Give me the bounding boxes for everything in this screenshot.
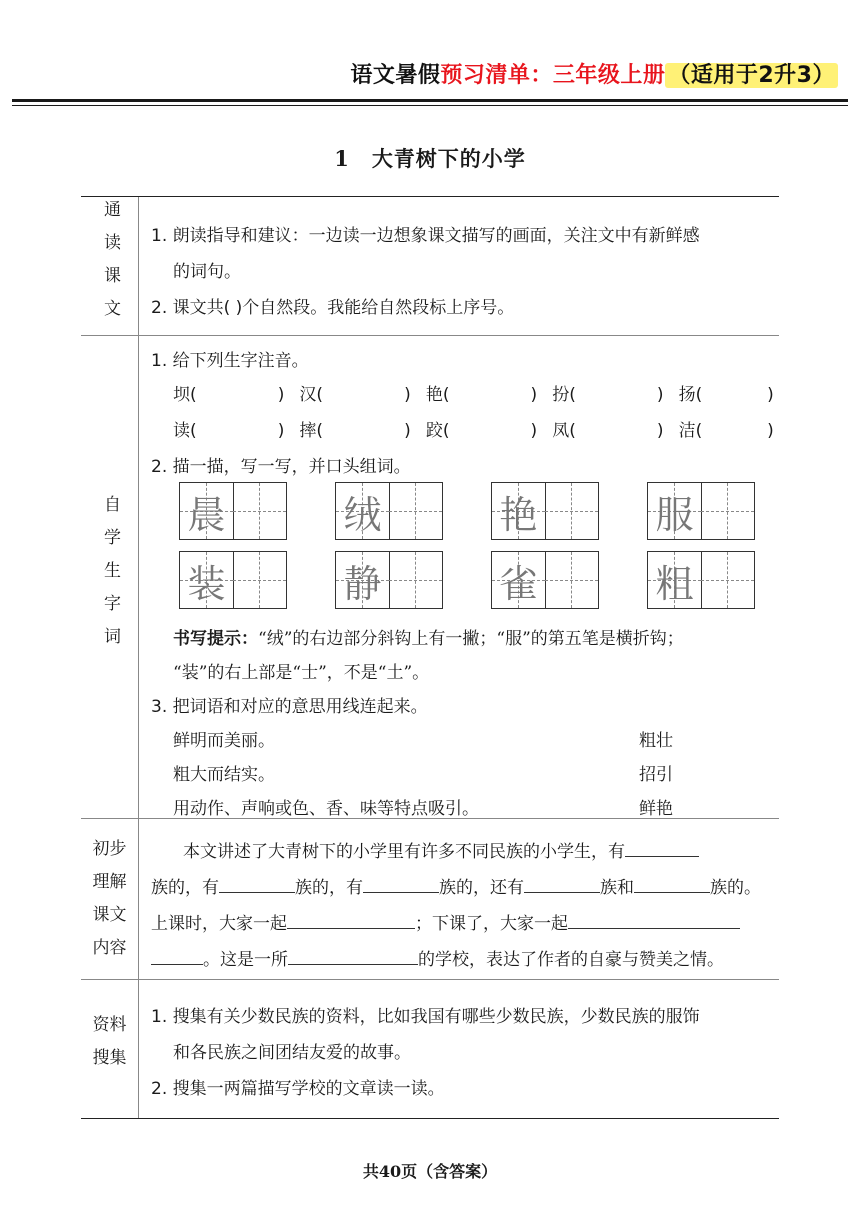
pinyin-char: 摔 <box>299 421 317 441</box>
writing-grid[interactable]: 晨 <box>179 482 287 540</box>
writing-grid[interactable]: 装 <box>179 551 287 609</box>
fill-blank[interactable] <box>151 948 203 965</box>
pinyin-char: 洁 <box>678 421 696 441</box>
section-material <box>81 979 779 1118</box>
match-left-3[interactable]: 用动作、声响或色、香、味等特点吸引。 <box>173 799 479 819</box>
self-study-q1: 1. 给下列生字注音。 <box>151 351 309 371</box>
fill-blank[interactable] <box>625 840 699 857</box>
fill-blank[interactable] <box>219 876 295 893</box>
writing-grid[interactable]: 雀 <box>491 551 599 609</box>
writing-grid[interactable]: 粗 <box>647 551 755 609</box>
pinyin-row-2: 读( ) 摔( ) 跤( ) 凤( ) 洁( ) <box>173 421 774 441</box>
lesson-title-text: 大青树下的小学 <box>371 146 526 171</box>
header-grade-badge: （适用于2升3） <box>665 63 838 88</box>
match-left-1[interactable]: 鲜明而美丽。 <box>173 731 275 751</box>
worksheet-table <box>81 196 779 1119</box>
match-right-2[interactable]: 招引 <box>639 765 673 785</box>
pinyin-char: 坝 <box>173 385 190 405</box>
fill-blank[interactable] <box>363 876 439 893</box>
section-self-study <box>81 335 779 818</box>
header-rule-thin <box>12 105 848 106</box>
writing-tip-line2: “装”的右上部是“士”，不是“土”。 <box>173 663 430 683</box>
page-header <box>350 58 838 89</box>
writing-tip-label: 书写提示： <box>173 629 258 649</box>
section-understand-label: 初步 理解 课文 内容 <box>81 819 139 979</box>
lesson-number: 1 <box>334 146 350 171</box>
fill-blank[interactable] <box>288 948 418 965</box>
pinyin-char: 读 <box>173 421 190 441</box>
self-study-q3: 3. 把词语和对应的意思用线连起来。 <box>151 697 428 717</box>
pinyin-char: 凤 <box>552 421 570 441</box>
pinyin-char: 扮 <box>552 385 570 405</box>
header-rule-thick <box>12 99 848 102</box>
pinyin-char: 艳 <box>425 385 443 405</box>
understand-line1: 本文讲述了大青树下的小学里有许多不同民族的小学生，有 <box>183 837 699 862</box>
material-item1-line1: 1. 搜集有关少数民族的资料，比如我国有哪些少数民族，少数民族的服饰 <box>151 1007 700 1027</box>
header-part2: 预习清单：三年级上册 <box>440 63 666 88</box>
header-part1: 语文暑假 <box>350 63 441 88</box>
understand-line2: 族的，有 族的，有 族的，还有 族和 族的。 <box>151 878 761 898</box>
writing-grid[interactable]: 服 <box>647 482 755 540</box>
understand-line3: 上课时，大家一起 ；下课了，大家一起 <box>151 909 740 934</box>
fill-blank[interactable] <box>568 912 740 929</box>
match-right-3[interactable]: 鲜艳 <box>639 799 673 819</box>
section-read <box>81 197 779 335</box>
writing-tip-line1: 书写提示：“绒”的右边部分斜钩上有一撇；“服”的第五笔是横折钩； <box>173 629 684 649</box>
pinyin-char: 跤 <box>425 421 443 441</box>
page-footer: 共40页（含答案） <box>362 1162 498 1181</box>
writing-grid[interactable]: 绒 <box>335 482 443 540</box>
writing-grid[interactable]: 艳 <box>491 482 599 540</box>
understand-line4: 。这是一所 的学校，表达了作者的自豪与赞美之情。 <box>151 945 724 970</box>
read-item1-line2: 的词句。 <box>173 262 241 282</box>
fill-blank[interactable] <box>287 912 415 929</box>
lesson-title <box>0 143 860 173</box>
pinyin-row-1: 坝( ) 汉( ) 艳( ) 扮( ) 扬( ) <box>173 385 774 405</box>
read-item1-line1: 1. 朗读指导和建议：一边读一边想象课文描写的画面，关注文中有新鲜感 <box>151 226 700 246</box>
fill-blank[interactable] <box>524 876 600 893</box>
writing-grid[interactable]: 静 <box>335 551 443 609</box>
self-study-q2: 2. 描一描，写一写，并口头组词。 <box>151 457 411 477</box>
section-self-study-label: 自学生字词 <box>81 336 139 818</box>
material-item2: 2. 搜集一两篇描写学校的文章读一读。 <box>151 1079 445 1099</box>
section-understand <box>81 818 779 979</box>
section-material-label: 资料 搜集 <box>81 980 139 1118</box>
section-read-label: 通读课文 <box>81 197 139 335</box>
match-left-2[interactable]: 粗大而结实。 <box>173 765 275 785</box>
pinyin-char: 扬 <box>678 385 696 405</box>
pinyin-char: 汉 <box>299 385 317 405</box>
read-item2: 2. 课文共( )个自然段。我能给自然段标上序号。 <box>151 298 515 318</box>
fill-blank[interactable] <box>634 876 710 893</box>
match-right-1[interactable]: 粗壮 <box>639 731 673 751</box>
material-item1-line2: 和各民族之间团结友爱的故事。 <box>173 1043 411 1063</box>
